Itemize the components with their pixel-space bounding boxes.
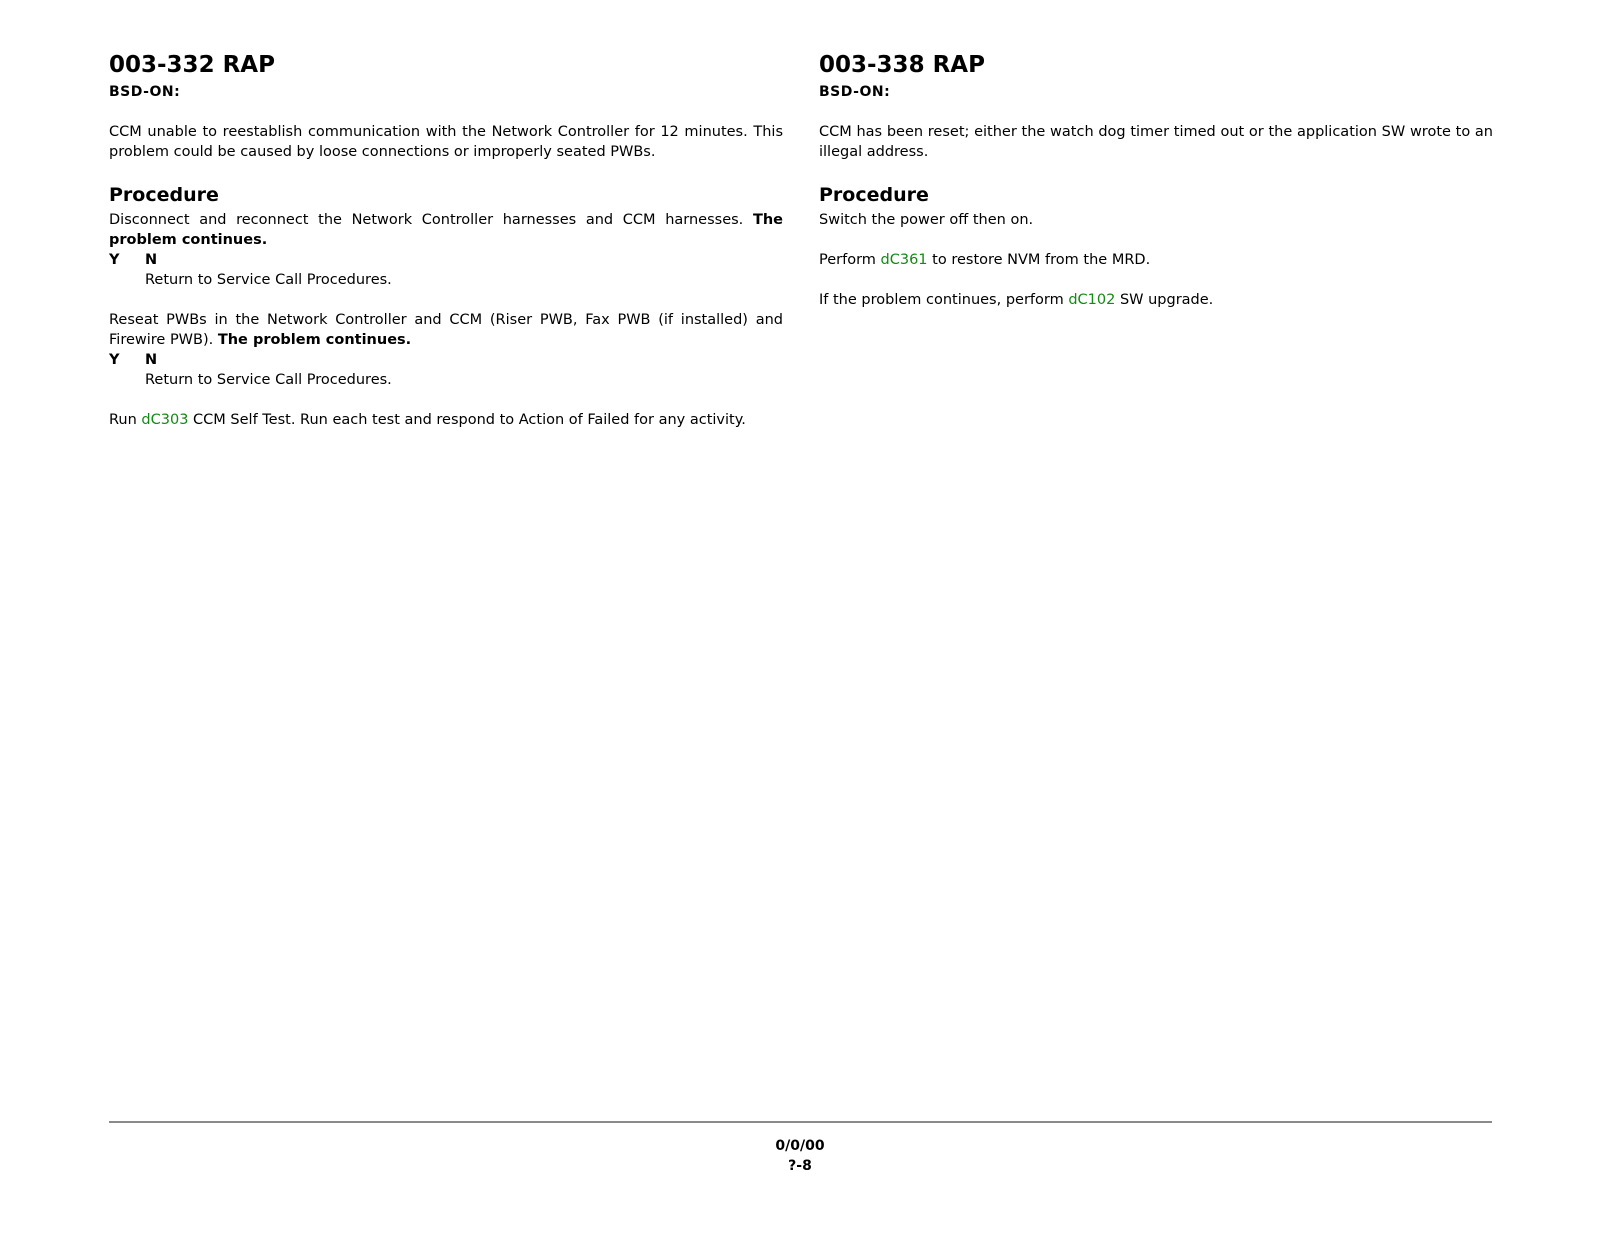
procedure-step-3 <box>819 290 1493 310</box>
rap-description: CCM has been reset; either the watch dog timer timed out or the application SW wrote to an illegal address. <box>819 124 1493 160</box>
footer-page-number: ?-8 <box>788 1158 812 1174</box>
bsd-label: BSD-ON: <box>109 84 181 100</box>
dc303-link[interactable]: dC303 <box>141 412 189 428</box>
step-3-prefix: If the problem continues, perform <box>819 292 1069 308</box>
yes-label: Y <box>109 252 120 268</box>
step-2-suffix: to restore NVM from the MRD. <box>927 252 1151 268</box>
step-2-no-action: Return to Service Call Procedures. <box>145 372 392 388</box>
footer-divider <box>109 1121 1492 1123</box>
step-2-text: Reseat PWBs in the Network Controller and CCM (Riser PWB, Fax PWB (if installed) and Firewire PWB). <box>109 312 783 348</box>
procedure-step-1: Switch the power off then on. <box>819 212 1034 228</box>
yes-no-header <box>109 350 783 370</box>
rap-title-003-332: 003-332 RAP <box>109 52 275 78</box>
no-label: N <box>145 352 158 368</box>
step-1-no-action: Return to Service Call Procedures. <box>145 272 392 288</box>
right-rap-section <box>819 48 1493 330</box>
procedure-step-2 <box>109 310 783 350</box>
no-label: N <box>145 252 158 268</box>
procedure-step-3 <box>109 410 783 430</box>
yes-label: Y <box>109 352 120 368</box>
step-3-suffix: CCM Self Test. Run each test and respond to Action of Failed for any activity. <box>188 412 746 428</box>
step-2-question: The problem continues. <box>217 332 412 348</box>
step-1-question: The problem continues. <box>109 212 783 248</box>
bsd-label: BSD-ON: <box>819 84 891 100</box>
step-1-text: Disconnect and reconnect the Network Controller harnesses and CCM harnesses. <box>109 212 753 228</box>
dc102-link[interactable]: dC102 <box>1068 292 1116 308</box>
dc361-link[interactable]: dC361 <box>880 252 928 268</box>
procedure-step-2 <box>819 250 1493 270</box>
yes-no-header <box>109 250 783 270</box>
step-2-prefix: Perform <box>819 252 881 268</box>
procedure-step-1 <box>109 210 783 250</box>
rap-description: CCM unable to reestablish communication with the Network Controller for 12 minutes. This problem could be caused by loose connections or improperly seated PWBs. <box>109 124 783 160</box>
procedure-heading: Procedure <box>819 184 929 206</box>
left-rap-section <box>109 48 783 450</box>
step-3-suffix: SW upgrade. <box>1115 292 1214 308</box>
step-3-prefix: Run <box>109 412 142 428</box>
rap-title-003-338: 003-338 RAP <box>819 52 985 78</box>
procedure-heading: Procedure <box>109 184 219 206</box>
footer-date: 0/0/00 <box>775 1138 825 1154</box>
